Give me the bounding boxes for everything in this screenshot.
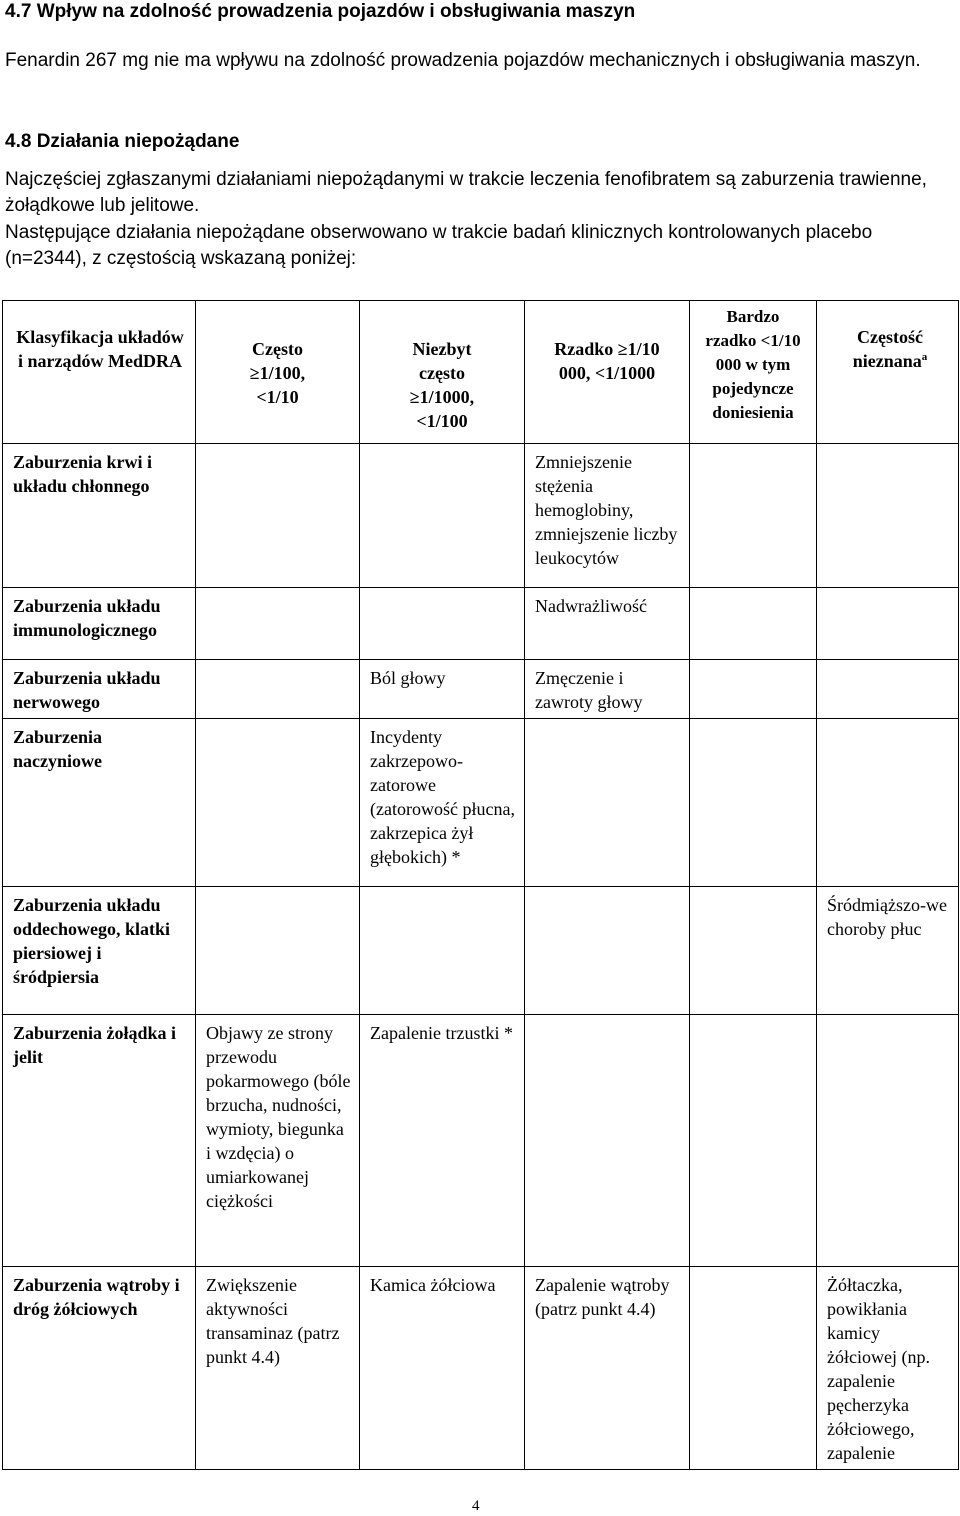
table-row [3,1015,959,1267]
rare-cell: Zmęczenie i zawroty głowy [525,660,690,719]
unknown-cell: Żółtaczka, powikłania kamicy żółciowej (np. zapalenie pęcherzyka żółciowego, zapalenie [817,1267,959,1470]
table-row [3,588,959,660]
rare-cell: Zmniejszenie stężenia hemoglobiny, zmniejszenie liczby leukocytów [525,444,690,588]
very-rare-cell [690,719,817,887]
rare-cell [525,1015,690,1267]
very-rare-cell [690,1015,817,1267]
uncommon-cell: Kamica żółciowa [360,1267,525,1470]
common-cell [196,887,360,1015]
header-soc: Klasyfikacja układów i narządów MedDRA [3,301,196,444]
header-unknown [817,301,959,444]
section-4-8-title: 4.8 Działania niepożądane [5,131,240,152]
header-uncommon: Niezbyt często ≥1/1000, <1/100 [360,301,525,444]
rare-cell: Nadwrażliwość [525,588,690,660]
header-rare: Rzadko ≥1/10 000, <1/1000 [525,301,690,444]
soc-cell: Zaburzenia układu immunologicznego [3,588,196,660]
uncommon-cell [360,588,525,660]
soc-cell: Zaburzenia żołądka i jelit [3,1015,196,1267]
rare-cell [525,719,690,887]
uncommon-cell: Ból głowy [360,660,525,719]
very-rare-cell [690,588,817,660]
table-row [3,719,959,887]
very-rare-cell [690,887,817,1015]
unknown-cell [817,444,959,588]
section-4-7-text: Fenardin 267 mg nie ma wpływu na zdolność prowadzenia pojazdów mechanicznych i obsługiwania maszyn. [5,50,921,71]
page-number: 4 [472,1498,480,1514]
header-unknown-label: Częstość nieznana [852,327,923,371]
table-header-row [3,301,959,444]
unknown-cell [817,588,959,660]
unknown-cell [817,1015,959,1267]
unknown-cell [817,660,959,719]
table-row [3,444,959,588]
common-cell [196,444,360,588]
very-rare-cell [690,444,817,588]
section-4-7-title: 4.7 Wpływ na zdolność prowadzenia pojazdów i obsługiwania maszyn [5,1,636,22]
soc-cell: Zaburzenia krwi i układu chłonnego [3,444,196,588]
table-row [3,660,959,719]
table-row [3,1267,959,1470]
common-cell: Zwiększenie aktywności transaminaz (patrz punkt 4.4) [196,1267,360,1470]
adverse-reactions-table [2,300,959,1470]
common-cell [196,719,360,887]
section-4-8-table-intro: Następujące działania niepożądane obserwowano w trakcie badań klinicznych kontrolowanych placebo (n=2344), z częstością wskazaną poniżej: [5,222,873,269]
section-4-8-intro: Najczęściej zgłaszanymi działaniami niepożądanymi w trakcie leczenia fenofibratem są zaburzenia trawienne, żołądkowe lub jelitowe. [5,169,927,216]
soc-cell: Zaburzenia układu nerwowego [3,660,196,719]
unknown-cell [817,719,959,887]
uncommon-cell [360,444,525,588]
uncommon-cell [360,887,525,1015]
soc-cell: Zaburzenia wątroby i dróg żółciowych [3,1267,196,1470]
header-unknown-footnote: a [921,351,928,363]
uncommon-cell: Zapalenie trzustki * [360,1015,525,1267]
very-rare-cell [690,1267,817,1470]
common-cell [196,660,360,719]
uncommon-cell: Incydenty zakrzepowo-zatorowe (zatorowość płucna, zakrzepica żył głębokich) * [360,719,525,887]
rare-cell [525,887,690,1015]
header-common: Często ≥1/100, <1/10 [196,301,360,444]
common-cell: Objawy ze strony przewodu pokarmowego (bóle brzucha, nudności, wymioty, biegunka i wzdęcia) o umiarkowanej ciężkości [196,1015,360,1267]
common-cell [196,588,360,660]
very-rare-cell [690,660,817,719]
unknown-cell: Śródmiąższo-we choroby płuc [817,887,959,1015]
rare-cell: Zapalenie wątroby (patrz punkt 4.4) [525,1267,690,1470]
soc-cell: Zaburzenia naczyniowe [3,719,196,887]
table-row [3,887,959,1015]
soc-cell: Zaburzenia układu oddechowego, klatki piersiowej i śródpiersia [3,887,196,1015]
header-very-rare: Bardzo rzadko <1/10 000 w tym pojedyncze doniesienia [690,301,817,444]
